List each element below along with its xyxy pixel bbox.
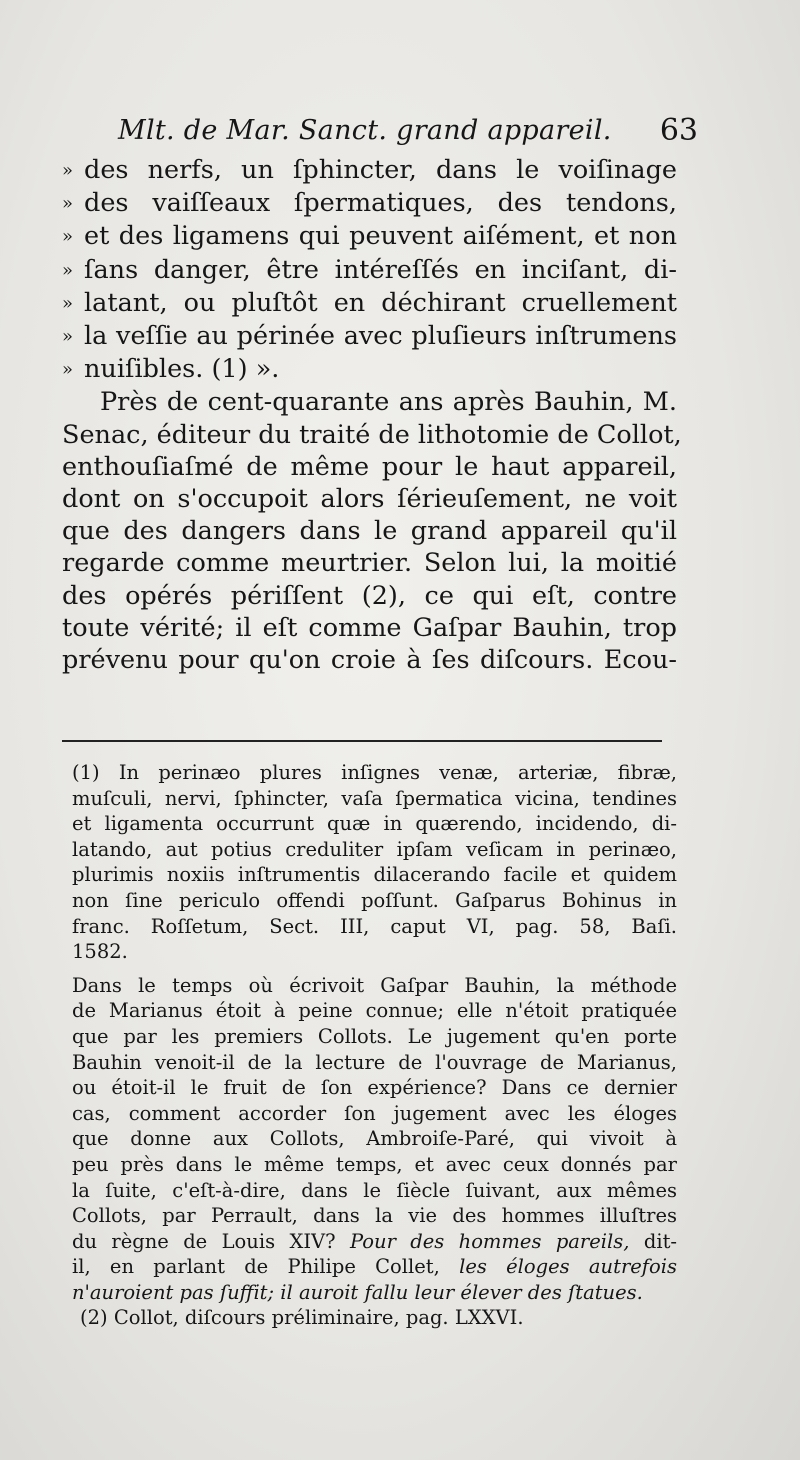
commentary-line: ou étoit-il le fruit de ſon expérience? Dans ce dernier [72, 1076, 677, 1100]
quote-line: » la veſſie au périnée avec pluſieurs inſtrumens [62, 320, 677, 353]
paragraph-line: regarde comme meurtrier. Selon lui, la moitié [62, 548, 677, 579]
commentary-line: de Marianus étoit à peine connue; elle n'étoit pratiquée [72, 999, 677, 1023]
quote-line: » nuiſibles. (1) ». [62, 353, 677, 386]
commentary-line: Bauhin venoit-il de la lecture de l'ouvrage de Marianus, [72, 1050, 677, 1074]
footnote-line: et ligamenta occurrunt quæ in quærendo, incidendo, di- [72, 812, 677, 836]
quote-mark: » [62, 160, 74, 181]
commentary-line: n'auroient pas ſuffit; il auroit fallu leur élever des ſtatues. [72, 1280, 643, 1304]
footnote-commentary [72, 973, 677, 1306]
quote-mark: » [62, 193, 74, 215]
footnote-line: latando, aut potius creduliter ipſam veſicam in perinæo, [72, 837, 677, 861]
commentary-line: Dans le temps où écrivoit Gaſpar Bauhin, la méthode [72, 973, 677, 997]
commentary-line: que donne aux Collots, Ambroiſe-Paré, qui vivoit à [72, 1127, 677, 1151]
commentary-line: la ſuite, c'eſt-à-dire, dans le ſiècle ſuivant, aux mêmes [72, 1178, 677, 1202]
footnote-line: 1582. [72, 940, 128, 964]
footnote-1 [72, 760, 677, 965]
quote-mark: » [62, 259, 74, 281]
paragraph-line: que des dangers dans le grand appareil qu'il [62, 516, 677, 547]
page-header [118, 115, 698, 155]
running-head: Mlt. de Mar. Sanct. grand appareil. [118, 115, 612, 146]
paragraph [62, 386, 682, 676]
quote-mark: » [62, 326, 74, 348]
quote-line: » et des ligamens qui peuvent aiſément, et non [62, 220, 677, 253]
paragraph-line: prévenu pour qu'on croie à ſes diſcours. Ecou- [62, 645, 677, 676]
footnote-line: non ſine periculo offendi poſſunt. Gaſparus Bohinus in [72, 888, 677, 912]
footnote-line: (1) In perinæo plures inſignes venæ, arteriæ, fibræ, [72, 761, 677, 784]
paragraph-line: Près de cent-quarante ans après Bauhin, M. [100, 387, 677, 418]
quote-line: » latant, ou pluſtôt en déchirant cruellement [62, 287, 677, 320]
page-number: 63 [659, 113, 698, 148]
commentary-line: cas, comment accorder ſon jugement avec les éloges [72, 1101, 677, 1125]
footnote-line: (2) Collot, diſcours préliminaire, pag. LXXVI. [80, 1306, 524, 1330]
footnote-line: plurimis noxiis inſtrumentis dilacerando facile et quidem [72, 863, 677, 887]
commentary-line: Collots, par Perrault, dans la vie des hommes illuſtres [72, 1204, 677, 1228]
spacer [72, 965, 677, 973]
commentary-line: peu près dans le même temps, et avec ceux donnés par [72, 1152, 677, 1176]
quote-mark: » [62, 226, 74, 248]
quote-mark: » [62, 359, 74, 381]
footnotes [72, 760, 677, 1331]
commentary-line: du règne de Louis XIV? Pour des hommes pareils, dit- [72, 1229, 678, 1253]
footnote-2 [72, 1305, 677, 1331]
footnote-rule [62, 740, 662, 742]
quote-mark: » [62, 292, 74, 314]
commentary-line: il, en parlant de Philipe Collet, les éloges autrefois [72, 1255, 678, 1279]
quote-line: » des vaiſſeaux ſpermatiques, des tendons, [62, 187, 677, 220]
footnote-line: muſculi, nervi, ſphincter, vaſa ſpermatica vicina, tendines [72, 786, 677, 810]
commentary-line: que par les premiers Collots. Le jugement qu'en porte [72, 1024, 677, 1048]
paragraph-line: Senac, éditeur du traité de lithotomie de Collot, [62, 419, 682, 450]
main-text [62, 154, 682, 676]
paragraph-line: dont on s'occupoit alors ſérieuſement, ne voit [62, 484, 677, 515]
paragraph-line: toute vérité; il eſt comme Gaſpar Bauhin, trop [62, 612, 677, 643]
footnote-line: franc. Roſſetum, Sect. III, caput VI, pag. 58, Baſi. [72, 914, 677, 938]
paragraph-line: enthouſiaſmé de même pour le haut appareil, [62, 451, 677, 482]
quote-line: » ſans danger, être intéreſſés en inciſant, di- [62, 254, 677, 287]
quote-line: » des nerfs, un ſphincter, dans le voiſinage [62, 154, 677, 187]
paragraph-line: des opérés périſſent (2), ce qui eſt, contre [62, 580, 677, 611]
quotation-block [62, 154, 677, 386]
